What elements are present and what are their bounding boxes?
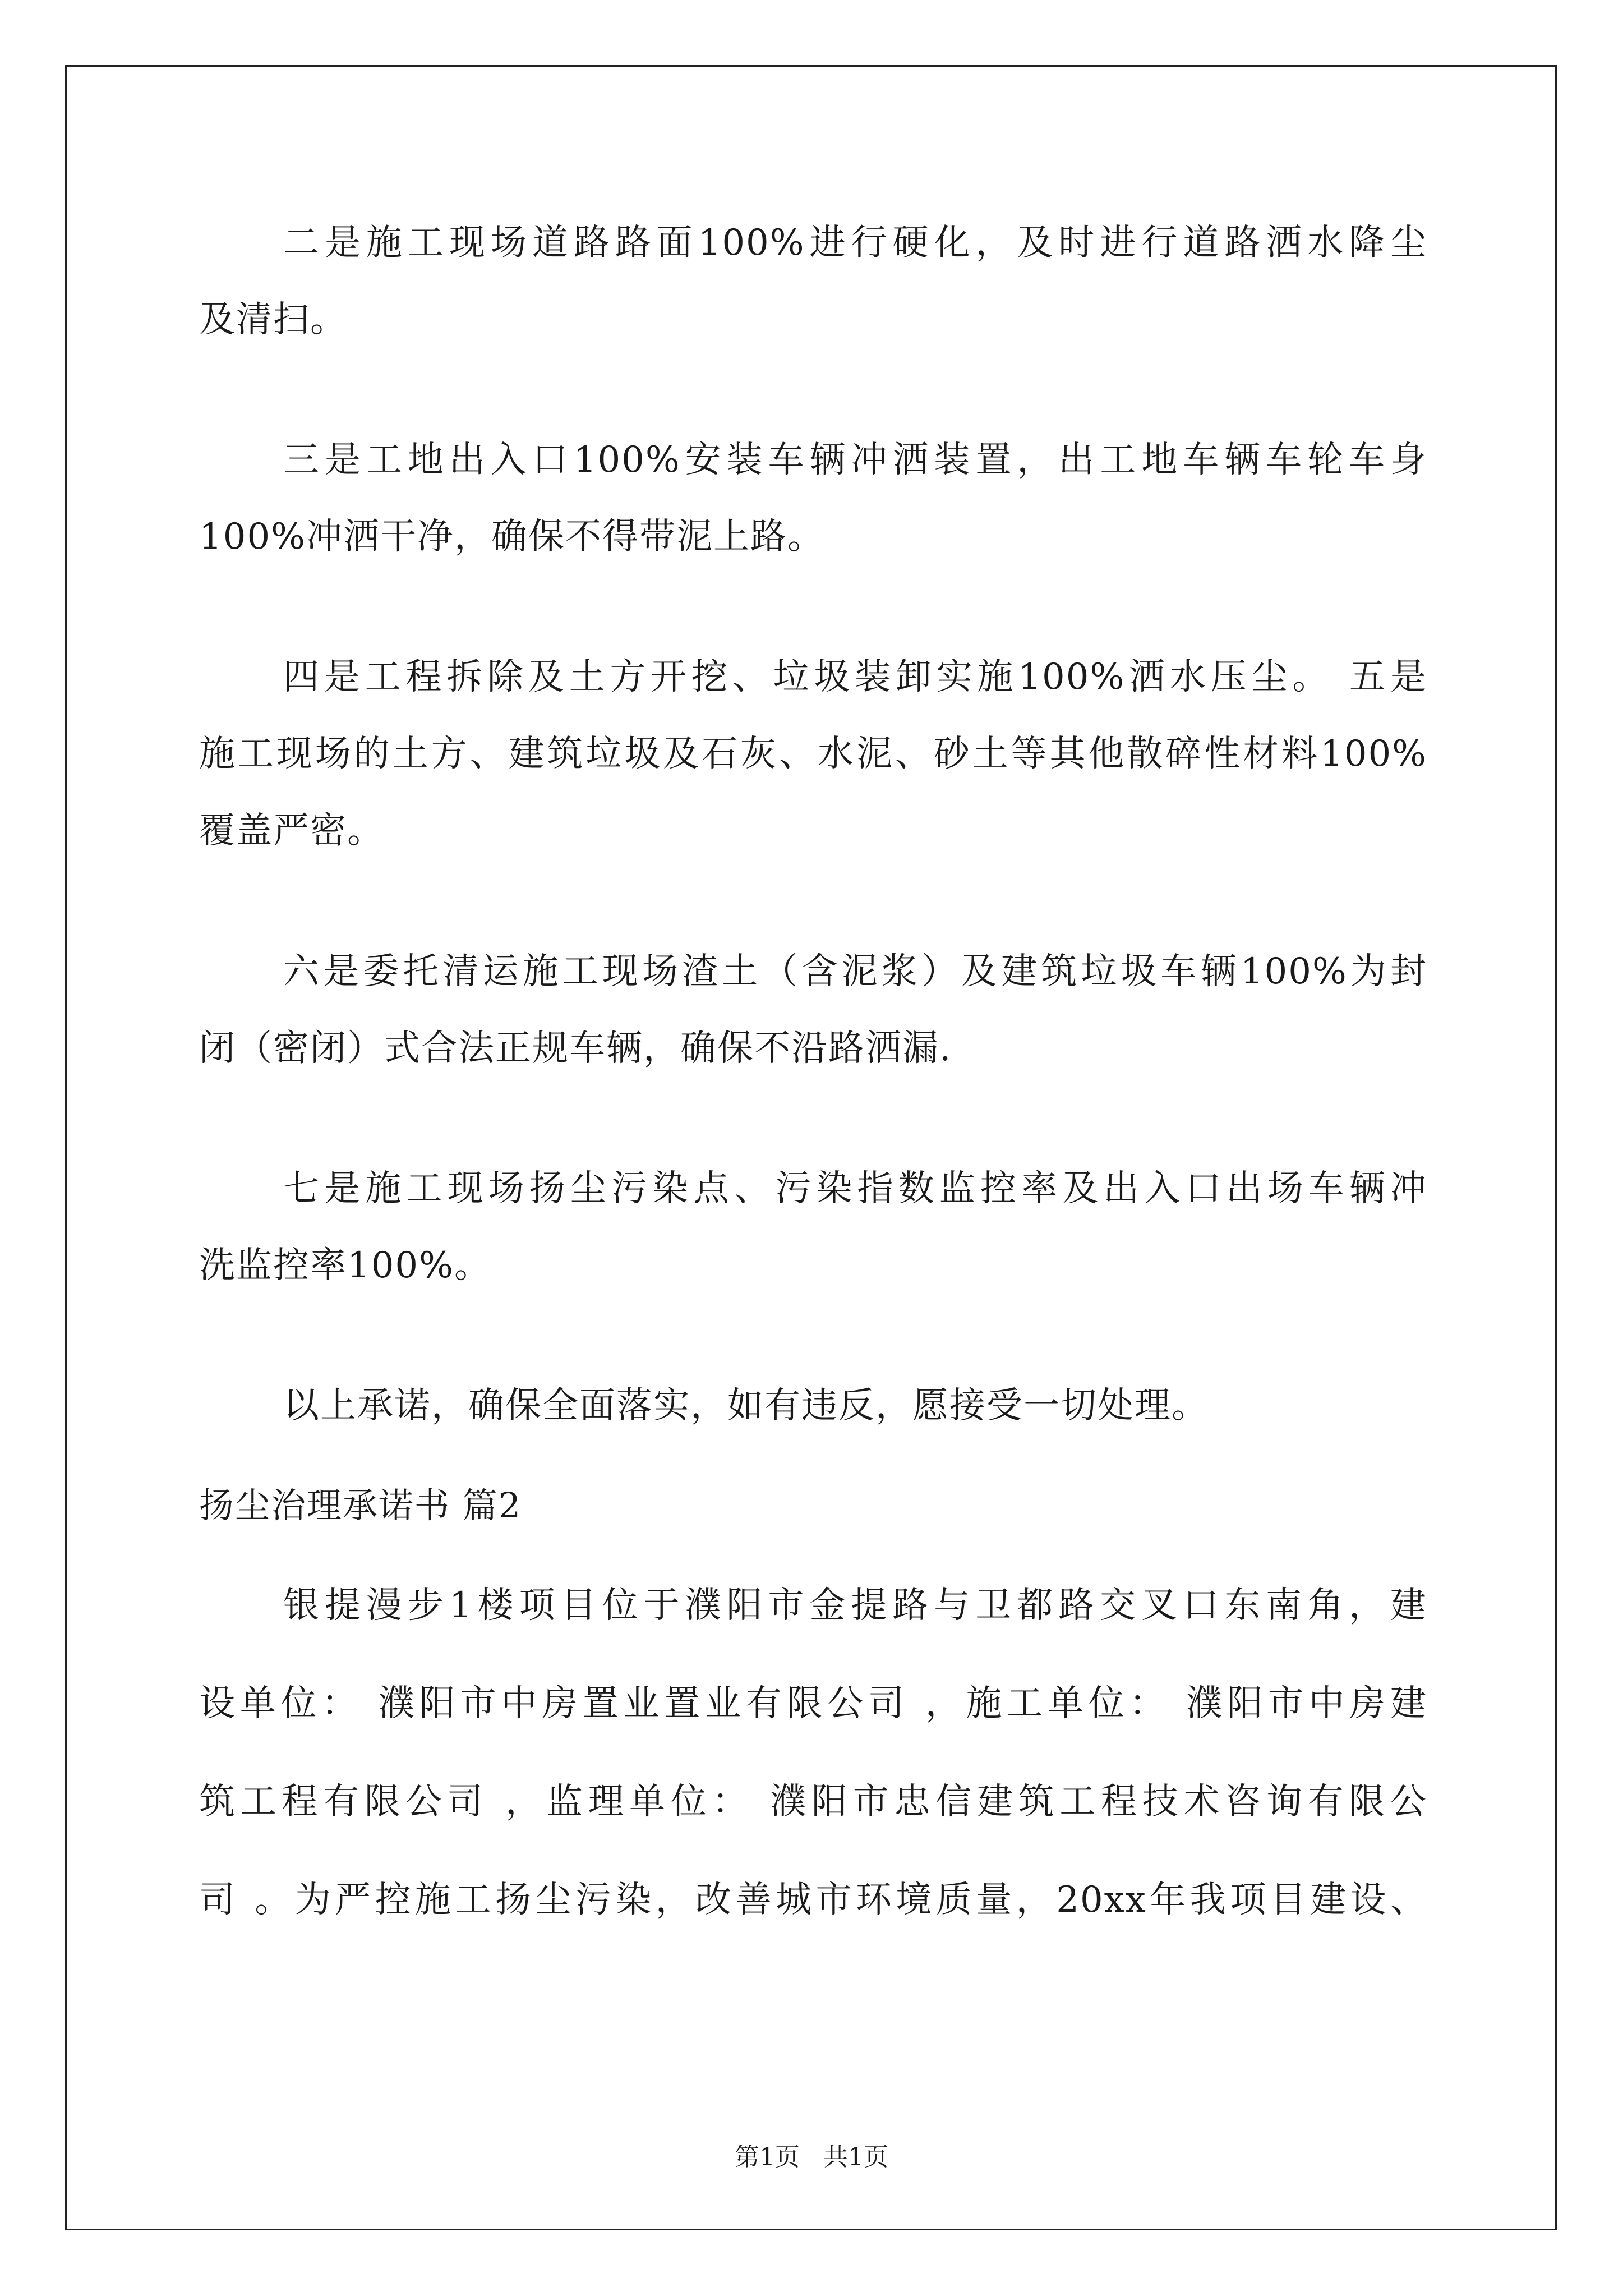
paragraph-line: 筑工程有限公司 ，监理单位： 濮阳市忠信建筑工程技术咨询有限公: [199, 1781, 1427, 1823]
paragraph-line: 六是委托清运施工现场渣土（含泥浆）及建筑垃圾车辆100%为封: [283, 951, 1427, 992]
paragraph-line: 洗监控率100%。: [199, 1245, 491, 1286]
paragraph-line: 及清扫。: [199, 299, 347, 341]
paragraph-line: 设单位： 濮阳市中房置业置业有限公司 ，施工单位： 濮阳市中房建: [199, 1683, 1427, 1724]
paragraph-line: 覆盖严密。: [199, 810, 384, 852]
page-number-footer: 第1页 共1页: [735, 2143, 888, 2171]
paragraph-line: 施工现场的土方、建筑垃圾及石灰、水泥、砂土等其他散碎性材料100%: [199, 733, 1427, 775]
paragraph-line: 银提漫步1楼项目位于濮阳市金提路与卫都路交叉口东南角，建: [283, 1585, 1427, 1626]
paragraph-line: 100%冲洒干净，确保不得带泥上路。: [199, 516, 824, 558]
paragraph-line: 四是工程拆除及土方开挖、垃圾装卸实施100%洒水压尘。 五是: [283, 656, 1427, 698]
paragraph-line: 以上承诺，确保全面落实，如有违反，愿接受一切处理。: [283, 1385, 1209, 1427]
paragraph-line: 七是施工现场扬尘污染点、污染指数监控率及出入口出场车辆冲: [283, 1168, 1427, 1209]
paragraph-line: 司 。为严控施工扬尘污染，改善城市环境质量，20xx年我项目建设、: [199, 1879, 1427, 1921]
paragraph-line: 三是工地出入口100%安装车辆冲洒装置，出工地车辆车轮车身: [283, 439, 1427, 481]
paragraph-line: 二是施工现场道路路面100%进行硬化，及时进行道路洒水降尘: [283, 222, 1427, 264]
paragraph-line: 闭（密闭）式合法正规车辆，确保不沿路洒漏.: [199, 1028, 952, 1069]
section-heading: 扬尘治理承诺书 篇2: [199, 1485, 522, 1526]
